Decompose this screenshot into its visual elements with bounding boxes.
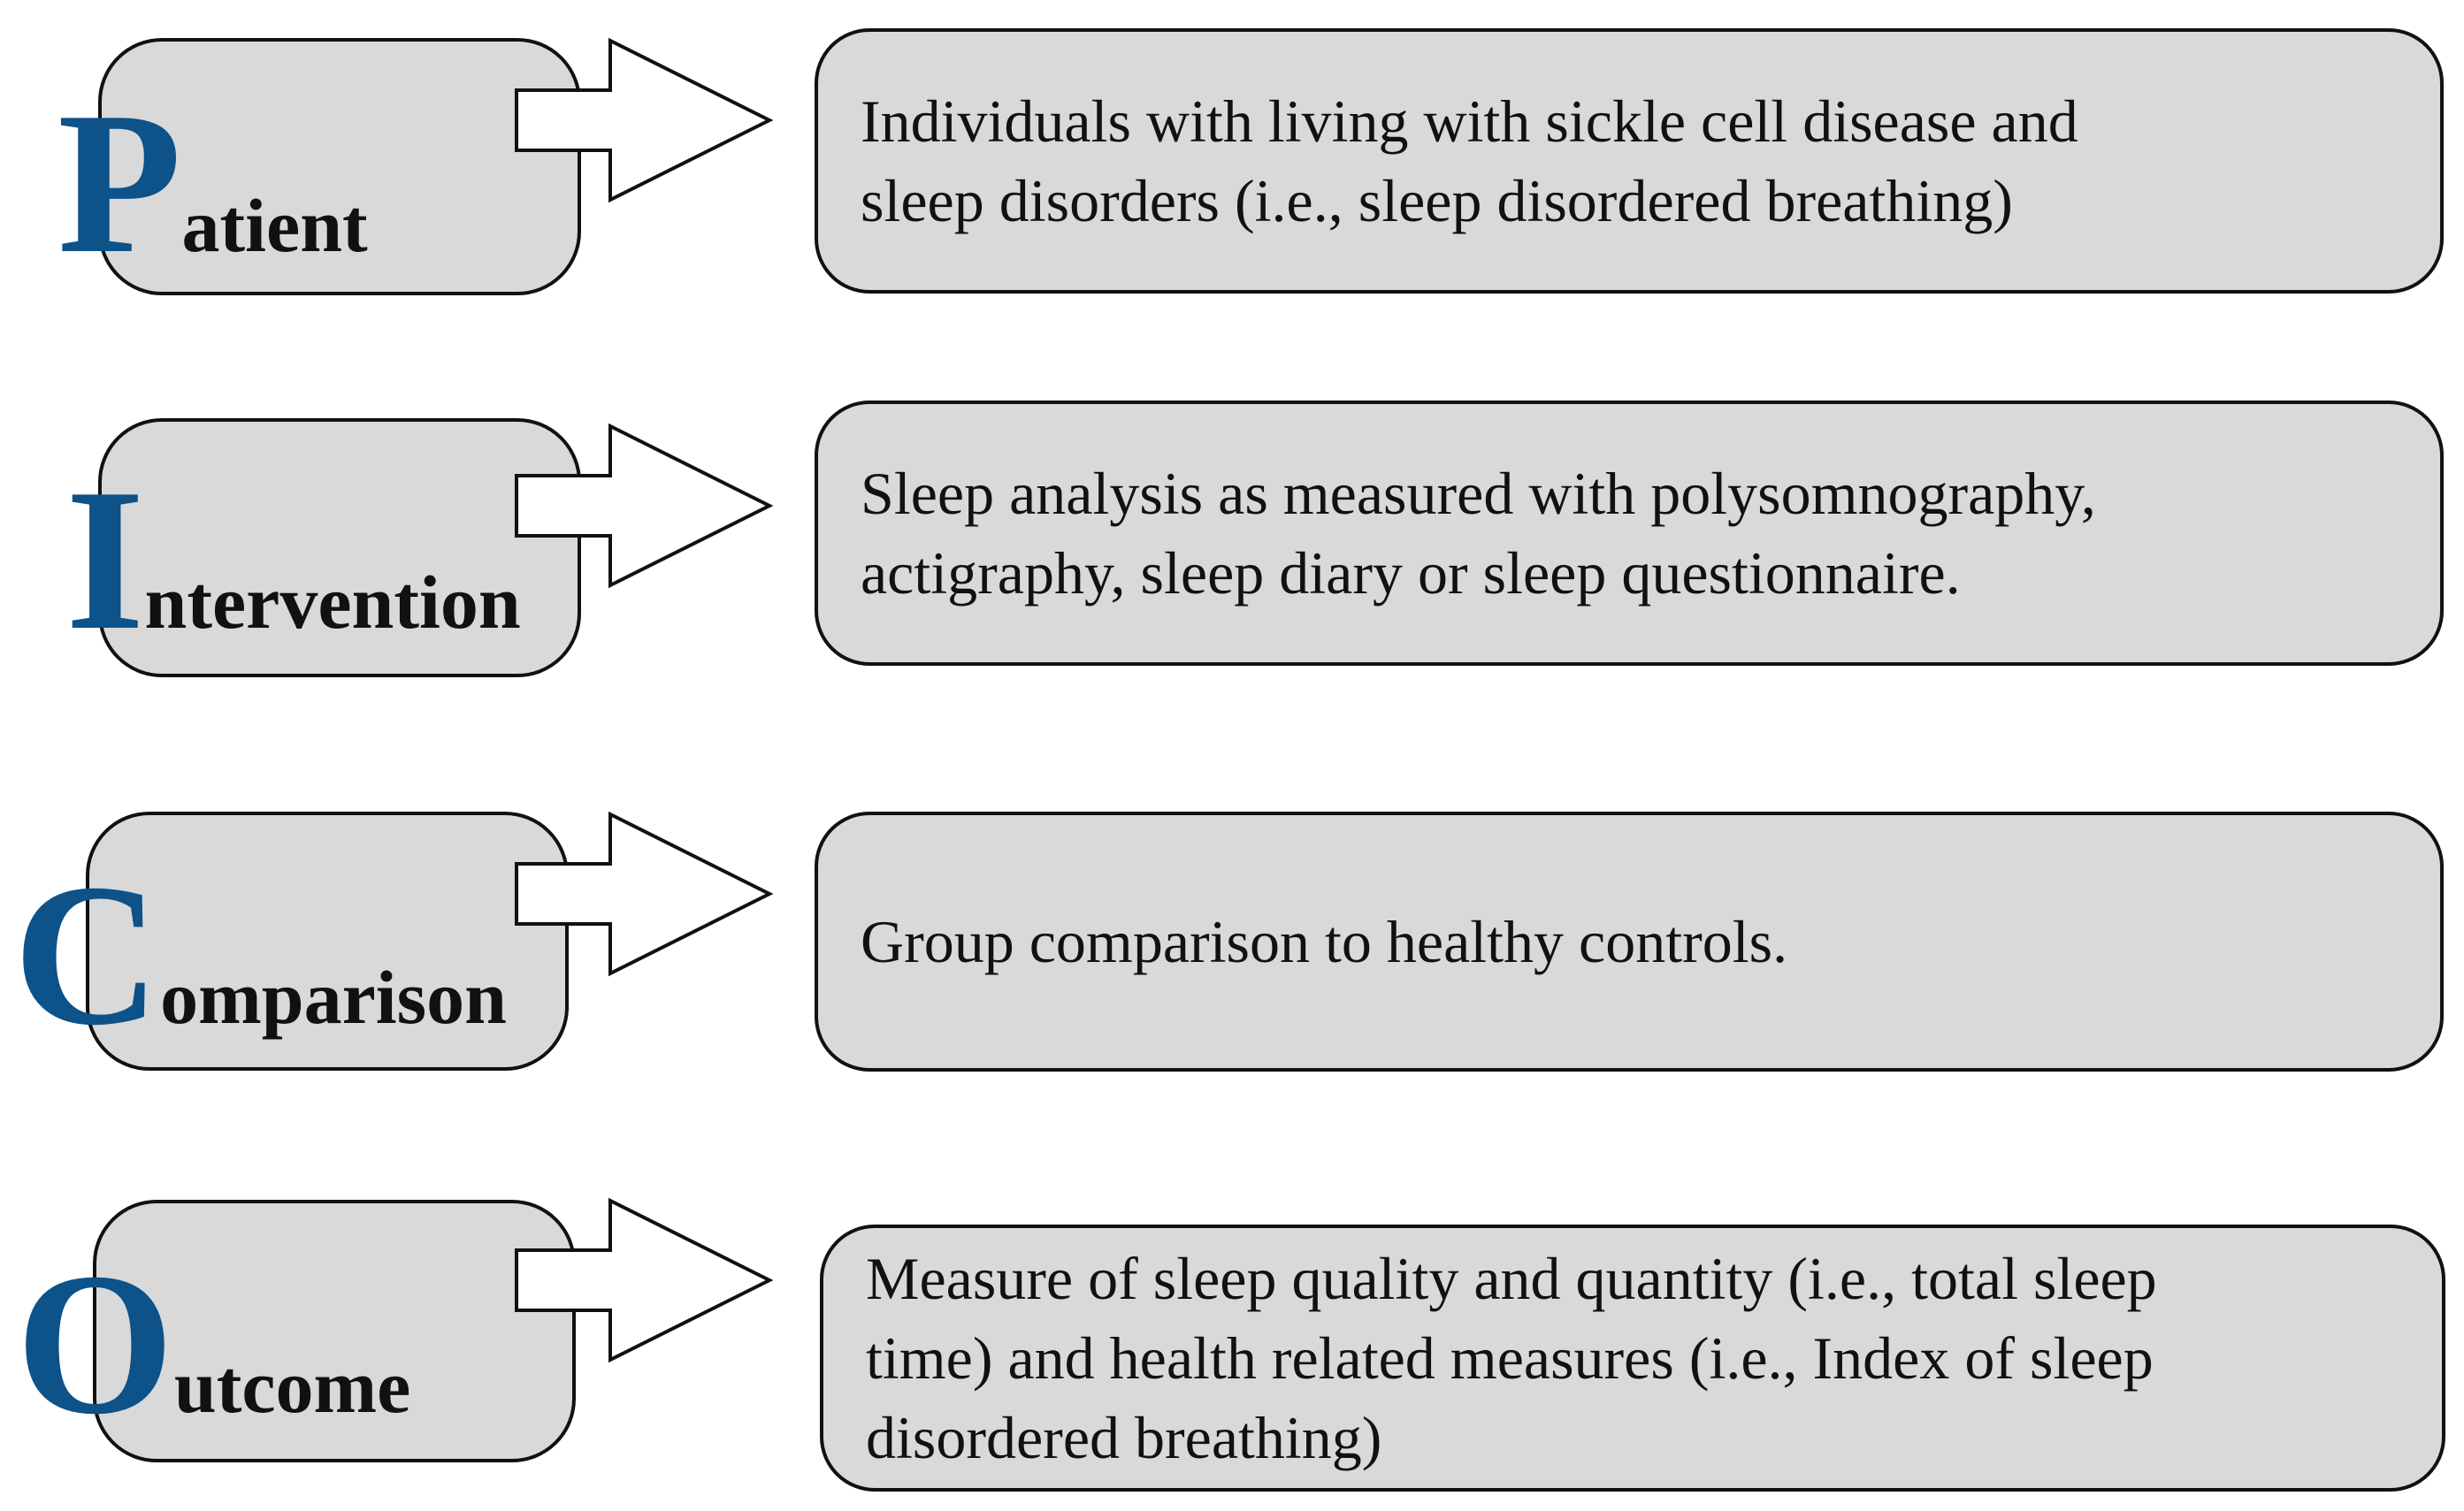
outcome-rest: utcome xyxy=(173,1344,411,1429)
comparison-description-box xyxy=(815,812,2444,1072)
patient-description: Individuals with living with sickle cell disease and sleep disorders (i.e., sleep disordered breathing) xyxy=(861,88,2078,234)
outcome-initial: O xyxy=(16,1231,174,1456)
intervention-initial: I xyxy=(65,446,145,672)
intervention-description-box xyxy=(815,401,2444,666)
comparison-description: Group comparison to healthy controls. xyxy=(861,908,1788,975)
patient-initial: P xyxy=(57,70,182,295)
patient-description-box xyxy=(815,28,2444,294)
outcome-arrow-icon xyxy=(511,1195,777,1372)
patient-label xyxy=(57,70,368,295)
intervention-label xyxy=(65,446,521,672)
patient-rest: atient xyxy=(181,183,368,268)
comparison-arrow-icon xyxy=(511,809,777,986)
intervention-rest: ntervention xyxy=(144,560,521,645)
comparison-label xyxy=(13,842,507,1067)
outcome-description-box xyxy=(820,1225,2445,1492)
intervention-arrow-icon xyxy=(511,421,777,598)
outcome-label xyxy=(16,1231,411,1456)
comparison-initial: C xyxy=(13,842,161,1067)
comparison-rest: omparison xyxy=(160,955,507,1040)
patient-arrow-icon xyxy=(511,35,777,212)
intervention-description: Sleep analysis as measured with polysomnography, actigraphy, sleep diary or sleep questionnaire. xyxy=(861,460,2096,607)
outcome-description: Measure of sleep quality and quantity (i.e., total sleep time) and health related measures (i.e., Index of sleep disordered breathing) xyxy=(866,1245,2157,1471)
